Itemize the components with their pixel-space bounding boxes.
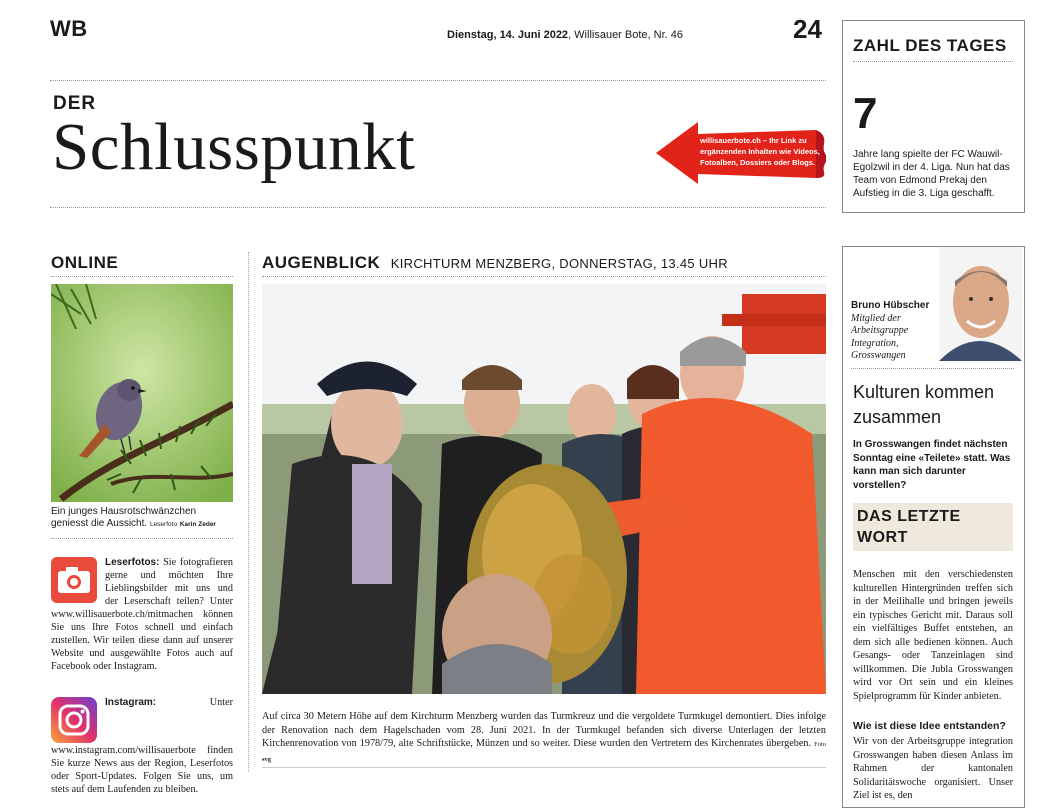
column-body: Menschen mit den verschiedensten kulturellen Hintergründen treffen sich in der Meilihalle und bringen jeweils ein typisches Gericht mit. Daraus soll ein vielfältiges Buffet entstehen, an dem sich alle bedienen können. Auch Gesangs- oder Tanzeinlagen sind willkommen. Die Jubla Grosswangen wird vor Ort sein und ein kleines Spielprogramm für Kinder anbieten.: [853, 569, 1013, 702]
leserfotos-text: [51, 556, 233, 673]
instagram-label: Instagram:: [105, 697, 157, 708]
leserfotos-label: Leserfotos:: [105, 557, 160, 568]
paper-logo: WB: [50, 16, 88, 41]
augenblick-caption: [262, 710, 826, 766]
divider: [50, 80, 826, 81]
augenblick-credit-label: Foto: [814, 741, 827, 748]
instagram-text: [51, 696, 233, 796]
divider: [51, 276, 233, 277]
online-title: ONLINE: [51, 253, 119, 272]
column-headline: Kulturen kommen zusammen: [853, 382, 995, 427]
issue-date: Dienstag, 14. Juni 2022: [447, 29, 569, 41]
zahl-title: ZAHL DES TAGES: [853, 36, 1007, 55]
divider: [853, 61, 1013, 62]
zahl-des-tages-box: [842, 20, 1025, 213]
divider: [262, 767, 826, 768]
augenblick-title: AUGENBLICK: [262, 253, 381, 272]
caption-text: Ein junges Hausrotschwänzchen geniesst die Aussicht.: [51, 506, 197, 529]
divider: [50, 207, 826, 208]
augenblick-subtitle: KIRCHTURM MENZBERG, DONNERSTAG, 13.45 UHR: [390, 256, 728, 271]
zahl-number: 7: [853, 89, 878, 138]
column-body-2: Wir von der Arbeitsgruppe integration Grosswangen haben diesen Anlass im Rahmen der kantonalen Solidaritätswoche organisiert. Unser Ziel ist es, den: [853, 736, 1013, 801]
divider: [51, 538, 233, 539]
author-info: [851, 300, 937, 363]
photo-credit-label: Leserfoto: [149, 521, 178, 528]
augenblick-photo: [262, 284, 826, 694]
augenblick-caption-text: Auf circa 30 Metern Höhe auf dem Kirchturm Menzberg wurden das Turmkreuz und die vergoldete Turmkugel demontiert. Dies infolge der Renovation nach dem Hagelschaden vom 28. Juni 2021. In der Turmkugel befanden sich diverse Unterlagen der letzten Kirchenrenovation von 1978/79, alte Schriftstücke, Münzen und so weiter. Diese wurden den Vertretern des Kirchenrates übergeben.: [262, 711, 826, 749]
zahl-text: Jahre lang spielte der FC Wauwil-Egolzwil in der 4. Liga. Nun hat das Team von Edmond Prekaj den Aufstieg in die 3. Liga geschafft.: [853, 149, 1010, 199]
author-role: Mitglied der Arbeitsgruppe Integration, Grosswangen: [851, 312, 909, 361]
divider: [262, 276, 826, 277]
author-photo: [939, 247, 1022, 361]
bird-caption: [51, 506, 233, 531]
photo-credit-name: Karin Zeder: [179, 521, 216, 528]
page-number: 24: [793, 14, 822, 44]
section-title: Schlusspunkt: [52, 110, 416, 184]
augenblick-credit-name: svg: [262, 755, 272, 763]
leserfotos-body: Sie fotografieren gerne und möchten Ihre Lieblingsbilder mit uns und der Leserschaft teilen? Unter www.willisauerbote.ch/mitmachen können Sie uns Ihre Fotos schnell und einfach zustellen. Wir teilen diese dann auf unserer Website und ausgewählte Fotos auch auf Facebook oder Instagram.: [51, 557, 233, 672]
paper-issue: , Willisauer Bote, Nr. 46: [568, 29, 683, 41]
web-link-text: willisauerbote.ch – Ihr Link zu ergänzenden Inhalten wie Videos, Fotoalben, Dossiers oder Blogs.: [700, 136, 820, 167]
column-separator: [248, 252, 249, 772]
instagram-body: Unter www.instagram.com/willisauerbote finden Sie kurze News aus der Region, Leserfotos oder Sport-Updates. Folgen Sie uns, um stets auf dem Laufenden zu bleiben.: [51, 697, 233, 795]
das-letzte-wort-title: DAS LETZTE WORT: [857, 508, 961, 546]
divider: [851, 368, 1014, 369]
column-subhead: Wie ist diese Idee entstanden?: [853, 720, 1006, 732]
column-lead: In Grosswangen findet nächsten Sonntag eine «Teilete» statt. Was kann man sich darunter vorstellen?: [853, 439, 1011, 491]
section-kicker: DER: [53, 93, 97, 114]
dateline: [447, 29, 683, 41]
bird-photo: [51, 284, 233, 502]
author-name: Bruno Hübscher: [851, 300, 930, 311]
augenblick-heading: [262, 253, 728, 273]
